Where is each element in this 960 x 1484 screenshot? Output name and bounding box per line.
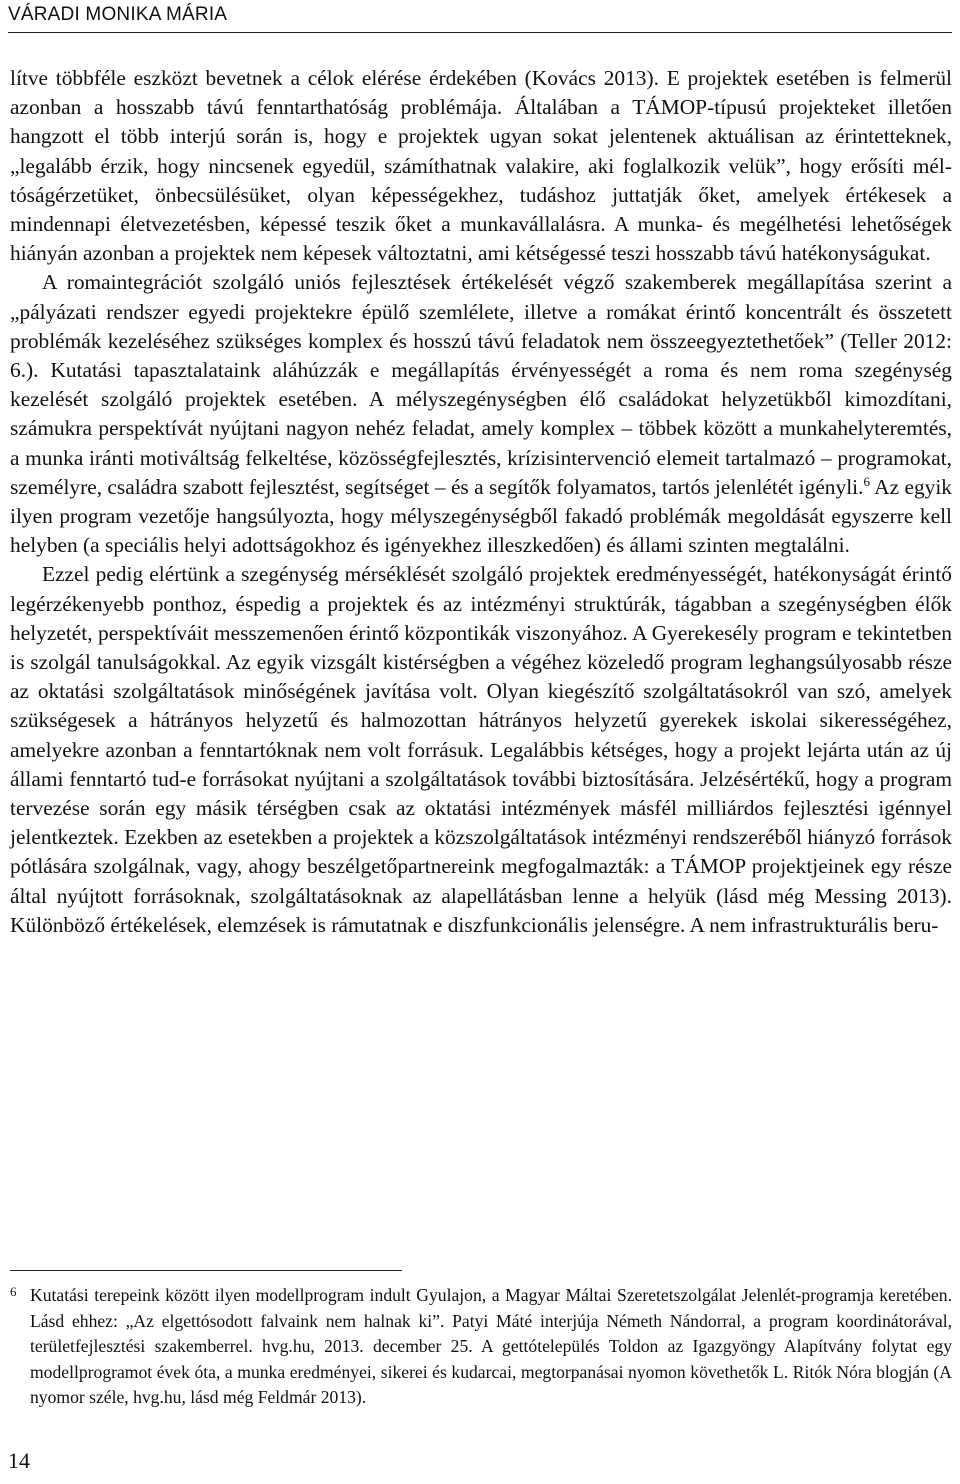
paragraph-3: Ezzel pedig elértünk a szegénység mérséklését szolgáló projektek eredményességét, hatékonyságát érintő legérzékenyebb ponthoz, éspedig a projektek és az intézményi struktúrák, tágabban a szegénységben élők helyzetét, perspektíváit messzemenően érintő központikák viszonyához. A Gyerekesély program e tekintetben is szolgál tanulságokkal. Az egyik vizsgált kistérségben a végéhez közeledő program leghangsúlyosabb része az oktatási szolgáltatások minőségének javítása volt. Olyan kiegészítő szolgáltatásokról van szó, amelyek szükségesek a hátrányos helyzetű és halmozottan hátrányos helyzetű gyerekek iskolai sikerességéhez, amelyekre azonban a fenntartóknak nem volt forrásuk. Legalábbis kétséges, hogy a projekt lejárta után az új állami fenntartó tud-e forrásokat nyújtani a szolgáltatások további biztosítására. Jelzésértékű, hogy a program tervezése során egy másik térségben csak az oktatási intézmények másfél milliárdos fejlesztési igénnyel jelentkeztek. Ezekben az esetekben a projektek a közszolgáltatások intézményi rendszeréből hiányzó források pótlására szolgálnak, vagy, ahogy beszélgetőpartnereink megfogalmazták: a TÁMOP projektjeinek egy része által nyújtott forrásoknak, szolgáltatásoknak az alapellátásban lenne a helyük (lásd még Messing 2013). Különböző értékelések, elemzések is rámutatnak e diszfunkcionális jelenségre. A nem infrastrukturális beru- [10, 562, 952, 937]
paragraph-1: lítve többféle eszközt bevetnek a célok elérése érdekében (Kovács 2013). E projektek esetében is felmerül azonban a hosszabb távú fenntarthatóság problémája. Általában a TÁMOP-típusú projekteket illetően hangzott el több interjú során is, hogy e projektek ugyan sokat jelentenek aktuálisan az érintetteknek, „legalább érzik, hogy nincsenek egyedül, számíthatnak valakire, aki foglalkozik velük”, hogy erősíti méltóságérzetüket, önbecsülésüket, olyan képességekhez, tudáshoz juttatják őket, amelyek értékesek a mindennapi életvezetésben, képessé teszik őket a munkavállalásra. A munka- és megélhetési lehetőségek hiányán azonban a projektek nem képesek változtatni, ami kétségessé teszi hosszabb távú hatékonyságukat. [10, 66, 952, 266]
footnote-reference: 6 [863, 473, 870, 489]
paragraph-2-text-b: Az egyik ilyen program vezetője hangsúlyozta, hogy mélyszegénységből fakadó problémák megoldását egyszerre kell helyben (a speciális helyi adottságokhoz és igényekhez illeszkedően) és állami szinten megtalálni. [10, 474, 952, 558]
paragraph-2 [10, 268, 952, 560]
footnote-text: Kutatási terepeink között ilyen modellprogram indult Gyulajon, a Magyar Máltai Szeretetszolgálat Jelenlét-programja keretében. Lásd ehhez: „Az elgettósodott falvaink nem halnak ki”. Patyi Máté interjúja Németh Nándorral, a program koordinátorával, területfejlesztési szakemberrel. hvg.hu, 2013. december 25. A gettótelepülés Toldon az Igazgyöngy Alapítvány folytat egy modellprogramot évek óta, a munka eredményei, sikerei és kudarcai, megtorpanásai nyomon követhetők L. Ritók Nóra blogján (A nyomor széle, hvg.hu, lásd még Feldmár 2013). [30, 1285, 952, 1408]
running-head: VÁRADI MONIKA MÁRIA [8, 4, 228, 25]
footnote-rule [10, 1270, 402, 1271]
header-rule [8, 32, 952, 33]
footnote [10, 1283, 952, 1411]
paragraph-2-text-a: A romaintegrációt szolgáló uniós fejlesztések értékelését végző szakemberek megállapítása szerint a „pályázati rendszer egyedi projektekre épülő szemlélete, illetve a romákat érintő koncentrált és összetett problémák kezeléséhez szükséges komplex és hosszú távú feladatok nem összeegyeztethetőek” (Teller 2012: 6.). Kutatási tapasztalataink aláhúzzák e megállapítás érvényességét a roma és nem roma szegénység kezelését szolgáló projektek esetében. A mélyszegénységben élő családokat helyzetükből kimozdítani, számukra perspektívát nyújtani nagyon nehéz feladat, amely komplex – többek között a munkahelyteremtés, a munka iránti motiváltság felkeltése, közösségfejlesztés, krízisintervenció elemeit tartalmazó – programokat, személyre, családra szabott fejlesztést, segítséget – és a segítők folyamatos, tartós jelenlétét igényli. [10, 270, 952, 499]
page-number: 14 [8, 1448, 30, 1473]
footnote-mark: 6 [10, 1284, 17, 1299]
body-text [10, 64, 952, 940]
